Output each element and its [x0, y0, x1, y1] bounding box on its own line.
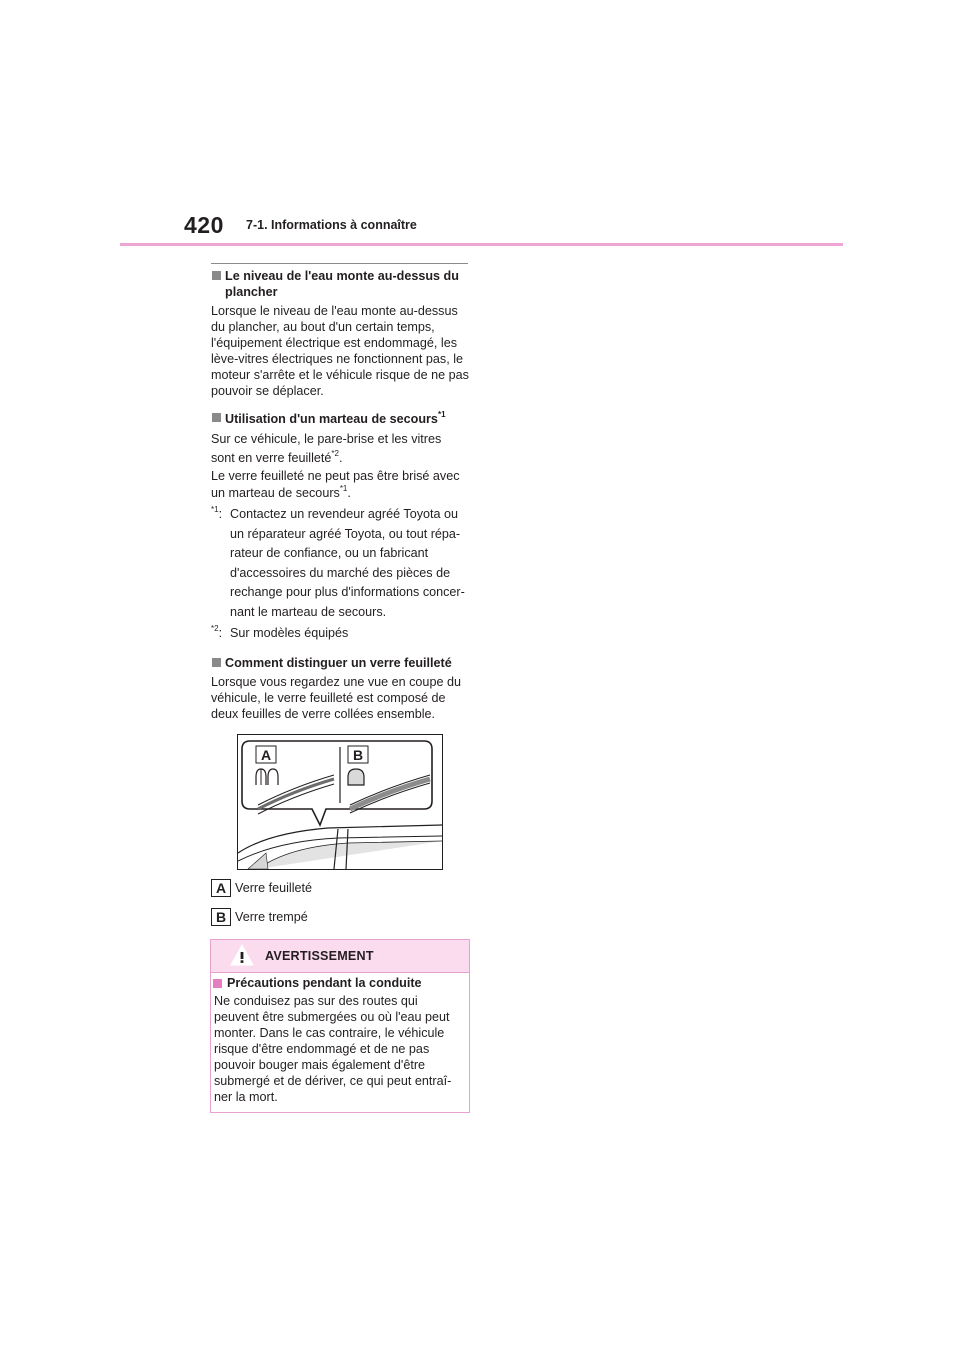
hammer-line-3: Le verre feuilleté ne peut pas être brisé avec	[211, 469, 460, 483]
warning-box	[210, 939, 470, 1113]
section-title: 7-1. Informations à connaître	[246, 218, 417, 232]
footnote-line: Sur modèles équipés	[230, 626, 349, 640]
legend-text: Verre feuilleté	[235, 881, 313, 895]
footnote-1	[211, 505, 469, 622]
legend-item-b	[211, 908, 308, 926]
legend-key: A	[211, 879, 231, 897]
warning-triangle-icon	[230, 944, 254, 966]
footnote-line: un réparateur agréé Toyota, ou tout répa-	[230, 526, 461, 541]
figure-label-a: A	[260, 747, 272, 763]
hammer-heading: Utilisation d'un marteau de secours$^{*1}$	[211, 410, 469, 429]
footnote-line: d'accessoires du marché des pièces de	[230, 565, 451, 580]
legend-text: Verre trempé	[235, 910, 308, 924]
hammer-line-1: Sur ce véhicule, le pare-brise et les vitres	[211, 432, 442, 446]
water-level-section	[211, 268, 469, 399]
warning-title: AVERTISSEMENT	[265, 949, 374, 963]
legend-item-a	[211, 879, 312, 897]
footnote-marker: $^{*2}$:	[211, 624, 223, 640]
header-rule	[120, 243, 843, 246]
water-level-heading: Le niveau de l'eau monte au-dessus du plancher	[211, 268, 469, 300]
warning-body: Ne conduisez pas sur des routes qui peuvent être submergées ou où l'eau peut monter. Dans le cas contraire, le véhicule risque d'être endommagé et de ne pas pouvoir bouger mais également d'être submergé et de dériver, ce qui peut entraî-ner la mort.	[214, 994, 452, 1104]
hammer-section	[211, 410, 469, 503]
glass-section-illustration	[237, 734, 443, 870]
warning-header	[211, 940, 469, 973]
warning-subheading: Précautions pendant la conduite	[213, 976, 422, 990]
page-number: 420	[184, 212, 224, 238]
legend-key: B	[211, 908, 231, 926]
footnote-marker: $^{*1}$:	[211, 505, 223, 521]
water-level-body: Lorsque le niveau de l'eau monte au-dessus du plancher, au bout d'un certain temps, l'équipement électrique est endommagé, les lève-vitres électriques ne fonctionnent pas, le moteur s'arrête et le véhicule risque de ne pas pouvoir se déplacer.	[211, 304, 469, 398]
laminated-glass-body: Lorsque vous regardez une vue en coupe du véhicule, le verre feuilleté est composé de deux feuilles de verre collées ensemble.	[211, 675, 461, 721]
column-top-rule	[211, 263, 468, 264]
footnote-line: rateur de confiance, ou un fabricant	[230, 546, 429, 560]
footnote-line: nant le marteau de secours.	[230, 604, 387, 619]
laminated-glass-heading: Comment distinguer un verre feuilleté	[211, 655, 469, 671]
footnote-line: rechange pour plus d'informations concer-	[230, 585, 465, 599]
footnote-line: Contactez un revendeur agréé Toyota ou	[230, 507, 459, 521]
figure-label-b: B	[352, 747, 364, 763]
hammer-line-2: sont en verre feuilleté$^{*2}$.	[211, 449, 343, 465]
hammer-line-4: un marteau de secours$^{*1}$.	[211, 484, 351, 500]
footnote-2	[211, 624, 469, 644]
footnote-ref: *1	[437, 410, 446, 419]
laminated-glass-section	[211, 655, 469, 722]
